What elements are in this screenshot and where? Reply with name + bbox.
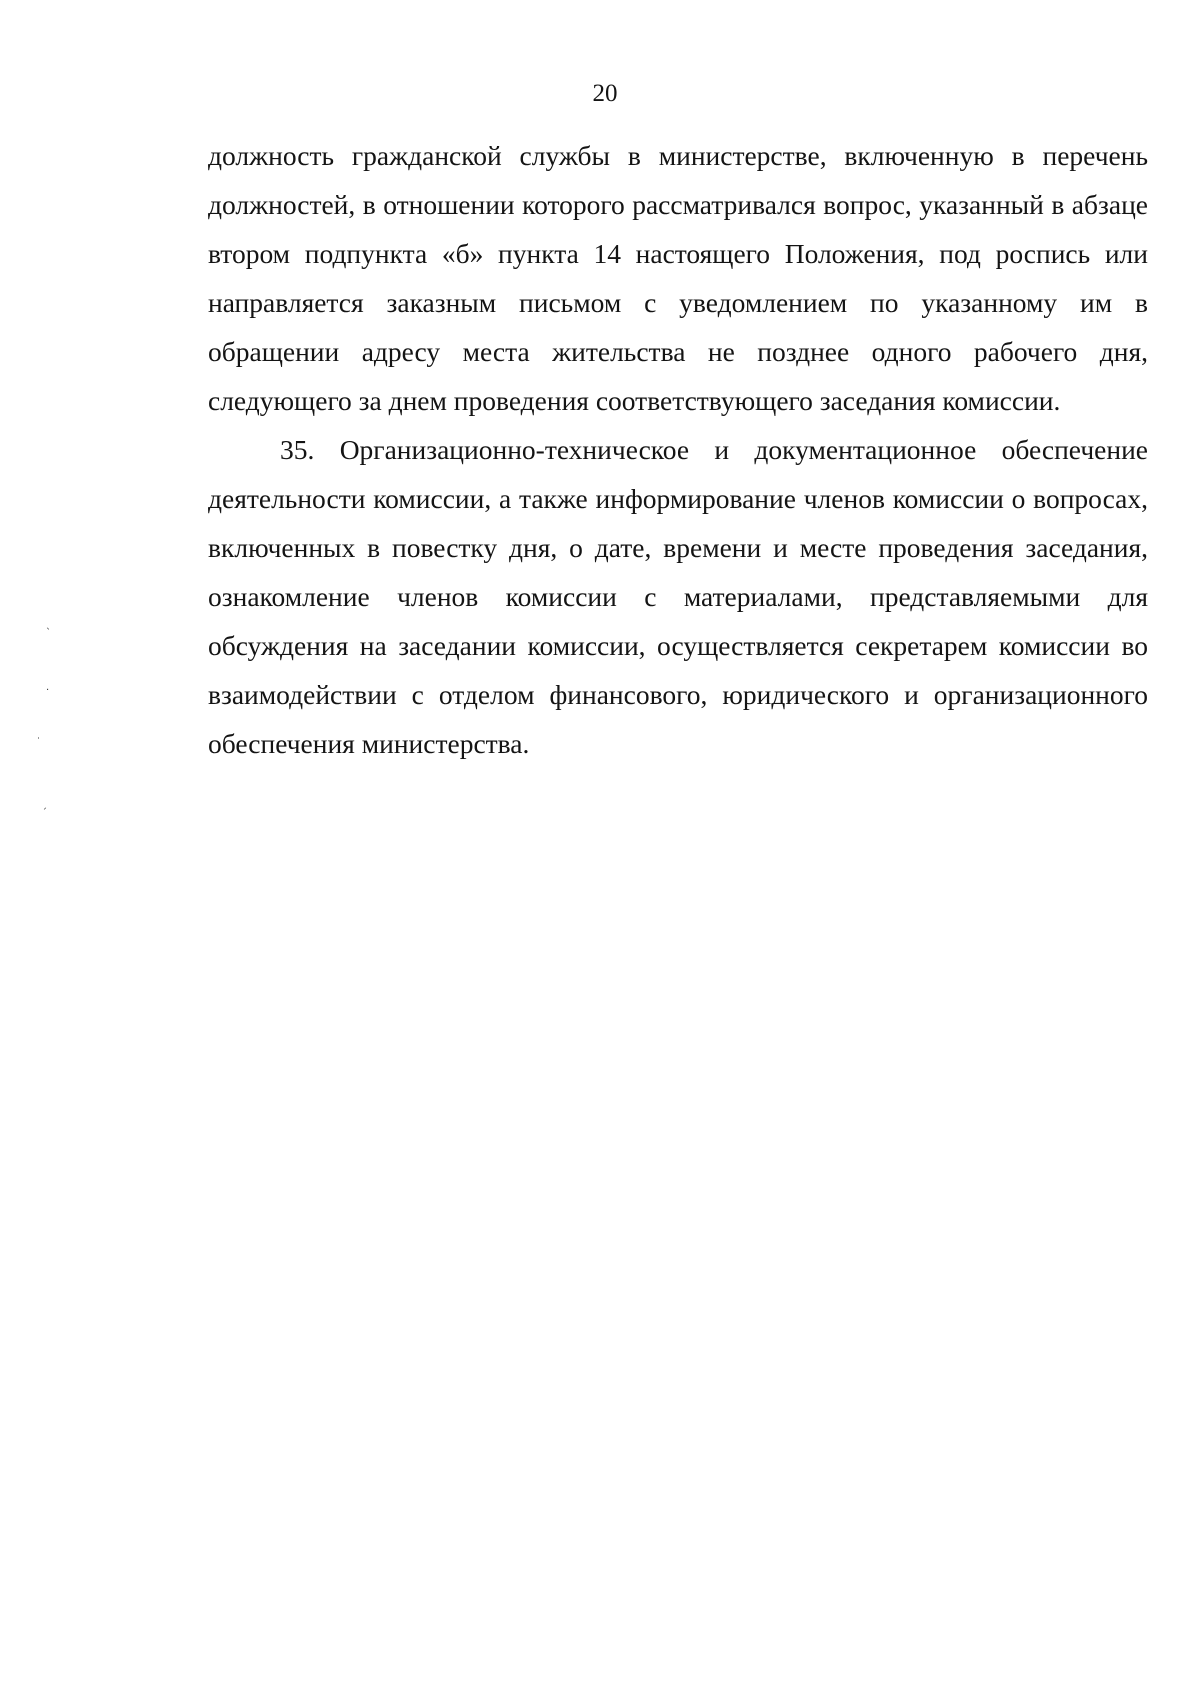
page-number: 20 — [592, 80, 618, 107]
paragraph-35: 35. Организационно-техническое и документационное обеспечение деятельности комиссии, а также информирование членов комиссии о вопросах, включенных в повестку дня, о дате, времени и месте проведения заседания, ознакомление членов комиссии с материалами, представляемыми для обсуждения на заседании комиссии, осуществляется секретарем комиссии во взаимодействии с отделом финансового, юридического и организационного обеспечения министерства. — [208, 434, 1148, 759]
scan-artifact-mark: ˙ — [36, 737, 41, 748]
scan-artifact-mark: · — [46, 685, 50, 696]
paragraph-continuation: должность гражданской службы в министерстве, включенную в перечень должностей, в отношении которого рассматривался вопрос, указанный в абзаце втором подпункта «б» пункта 14 настоящего Положения, под роспись или направляется заказным письмом с уведомлением по указанному им в обращении адресу места жительства не позднее одного рабочего дня, следующего за днем проведения соответствующего заседания комиссии. — [208, 140, 1148, 416]
document-body — [208, 131, 1148, 768]
scan-artifact-mark: ˎ — [46, 619, 51, 630]
scan-artifact-mark: ˏ — [42, 799, 47, 810]
